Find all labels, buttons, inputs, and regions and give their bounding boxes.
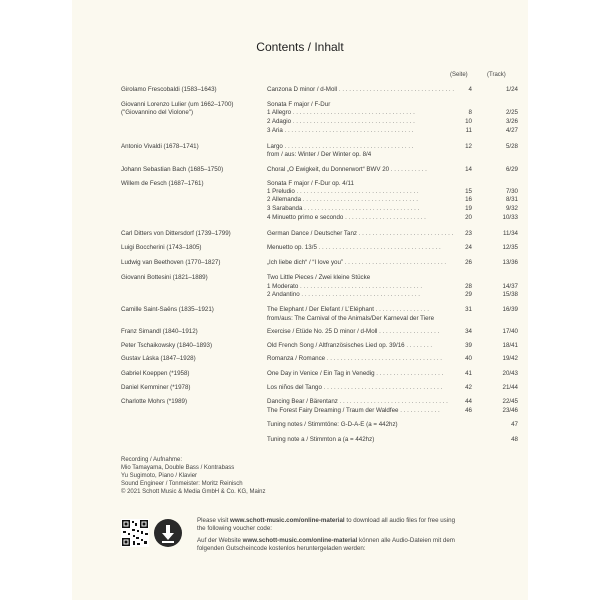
piece-title — [267, 407, 477, 415]
piece-title-text: The Elephant / Der Elefant / L’Eléphant — [267, 306, 374, 313]
piece-title-text: Los niños del Tango — [267, 384, 322, 391]
piece-title — [267, 86, 477, 94]
leader-dots: . . . . . . . . . . . . . . . . . . . . . . . . . . . . . . . . . . . — [299, 291, 421, 298]
piece-title — [267, 230, 477, 238]
leader-dots: . . . . . . . . . . . . . . . . . . — [377, 328, 440, 335]
piece-title — [267, 118, 477, 126]
track-number: 21/44 — [502, 384, 518, 391]
composer-name: Willem de Fesch (1687–1761) — [121, 180, 204, 187]
page-number: 23 — [465, 230, 472, 237]
leader-dots: . . . . . . . . . . . . . . . . . . . . . . . . . . . . . . . . . . . . . . — [282, 143, 414, 150]
page-number: 39 — [465, 342, 472, 349]
piece-title — [267, 384, 477, 392]
piece-title — [267, 291, 477, 299]
download-text-en-line2: the following voucher code: — [197, 525, 272, 532]
piece-title — [267, 205, 477, 213]
leader-dots: . . . . . . . . . . . . . . . . . . . . . . . . . . . . . . . . . . . — [321, 384, 443, 391]
track-number: 19/42 — [502, 355, 518, 362]
piece-title — [267, 109, 477, 117]
page-number: 40 — [465, 355, 472, 362]
track-number: 12/35 — [502, 244, 518, 251]
leader-dots: . . . . . . . . . . . . . . . . . . . . . . . . . . . . . . . . . . . . . . — [282, 127, 414, 134]
leader-dots: . . . . . . . . . . . . . . . . . . . . . . . . . . . . . . . . — [337, 398, 448, 405]
credits-line: Yu Sugimoto, Piano / Klavier — [121, 473, 198, 479]
piece-title-text: 4 Minuetto primo e secondo — [267, 214, 344, 221]
piece-title-text: 1 Allegro — [267, 109, 292, 116]
leader-dots: . . . . . . . . . . . . . . . . . . . . . . . . . . . . . . . . . . — [325, 355, 443, 362]
leader-dots: . . . . . . . . . . . — [389, 166, 427, 173]
piece-title — [267, 188, 477, 196]
piece-title-text: Largo — [267, 143, 283, 150]
track-number: 6/29 — [505, 166, 518, 173]
composer-name: Carl Ditters von Dittersdorf (1739–1799) — [121, 230, 231, 237]
page-number: 16 — [465, 196, 472, 203]
page-number: 8 — [468, 109, 472, 116]
download-text-de-suffix: können alle Audio-Dateien mit dem — [357, 537, 455, 544]
composer-name: Giovanni Bottesini (1821–1889) — [121, 274, 208, 281]
page-number: 46 — [465, 407, 472, 414]
track-number: 2/25 — [505, 109, 518, 116]
page-number: 11 — [465, 127, 472, 134]
leader-dots: . . . . . . . . . . . . — [398, 407, 440, 414]
piece-title-text: 3 Sarabanda — [267, 205, 303, 212]
piece-title — [267, 274, 477, 282]
piece-title-text: Tuning notes / Stimmtöne: G-D-A-E (a = 442hz) — [267, 421, 398, 428]
credits-line: Recording / Aufnahme: — [121, 457, 183, 463]
track-number: 14/37 — [502, 283, 518, 290]
track-number: 18/41 — [502, 342, 518, 349]
page-title: Contents / Inhalt — [256, 40, 344, 54]
leader-dots: . . . . . . . . . . . . . . . . . . . . . . . . . . . . . . . . . . . . — [294, 188, 419, 195]
leader-dots: . . . . . . . . . . . . . . . . . . . . . . . . . . . . . . . . . . . . — [291, 118, 415, 125]
piece-title — [267, 259, 477, 267]
piece-title — [267, 370, 477, 378]
piece-title — [267, 101, 477, 109]
composer-name: Peter Tschaikowsky (1840–1893) — [121, 342, 213, 349]
piece-title-text: „Ich liebe dich“ / “I love you” — [267, 259, 343, 266]
track-number: 17/40 — [502, 328, 518, 335]
composer-name: Gabriel Koeppen (*1958) — [121, 370, 190, 377]
track-number: 23/46 — [502, 407, 518, 414]
page-number: 12 — [465, 143, 472, 150]
download-link-de[interactable]: www.schott-music.com/online-material — [242, 537, 358, 544]
piece-title-text: 2 Allemanda — [267, 196, 302, 203]
track-number: 1/24 — [505, 86, 518, 93]
piece-title-text: Exercise / Etüde No. 25 D minor / d-Moll — [267, 328, 378, 335]
composer-name: Daniel Kemminer (*1978) — [121, 384, 191, 391]
leader-dots: . . . . . . . . . . . . . . . . . . . . . . . . . . . . . . . . . . . . — [316, 244, 441, 251]
leader-dots: . . . . . . . . . . . . . . . . . . . . . . . . . . . . . . . . . . — [301, 196, 418, 203]
composer-name: ("Giovannino del Violone") — [121, 109, 194, 116]
leader-dots: . . . . . . . . . . . . . . . . . . . . . . . . . . . . . . . . . . — [337, 86, 455, 93]
page-number: 19 — [465, 205, 472, 212]
piece-title — [267, 127, 477, 135]
track-number: 4/27 — [505, 127, 518, 134]
piece-title-text: Old French Song / Altfranzösisches Lied op. 39/16 — [267, 342, 405, 349]
piece-title-text: from / aus: Winter / Der Winter op. 8/4 — [267, 151, 372, 158]
piece-title-text: German Dance / Deutscher Tanz — [267, 230, 357, 237]
track-number: 10/33 — [502, 214, 518, 221]
piece-title — [267, 151, 477, 159]
leader-dots: . . . . . . . . . . . . . . . . — [373, 306, 429, 313]
page-number: 14 — [465, 166, 472, 173]
booklet-page — [72, 0, 528, 600]
composer-name: Girolamo Frescobaldi (1583–1643) — [121, 86, 217, 93]
piece-title-text: 1 Moderato — [267, 283, 299, 290]
track-number: 7/30 — [505, 188, 518, 195]
piece-title — [267, 143, 477, 151]
composer-name: Johann Sebastian Bach (1685–1750) — [121, 166, 224, 173]
page-number: 31 — [465, 306, 472, 313]
piece-title-text: Choral „O Ewigkeit, du Donnerwort“ BWV 20 — [267, 166, 390, 173]
leader-dots: . . . . . . . . . . . . . . . . . . . . — [374, 370, 444, 377]
piece-title-text: 1 Preludio — [267, 188, 295, 195]
track-number: 20/43 — [502, 370, 518, 377]
piece-title — [267, 355, 477, 363]
piece-title — [267, 196, 477, 204]
track-number: 3/26 — [505, 118, 518, 125]
download-text-en-prefix: Please visit — [197, 517, 231, 524]
composer-name: Luigi Boccherini (1743–1805) — [121, 244, 202, 251]
composer-name: Antonio Vivaldi (1678–1741) — [121, 143, 199, 150]
piece-title — [267, 398, 477, 406]
download-arrow-icon[interactable] — [154, 519, 182, 547]
piece-title — [267, 328, 477, 336]
piece-title-text: Romanza / Romance — [267, 355, 326, 362]
piece-title-text: Tuning note a / Stimmton a (a = 442hz) — [267, 436, 375, 443]
piece-title — [267, 436, 477, 444]
composer-name: Giovanni Lorenzo Lulier (um 1662–1700) — [121, 101, 234, 108]
track-number: 11/34 — [502, 230, 518, 237]
download-text-en-suffix: to download all audio files for free using — [344, 517, 456, 524]
credits-line: Mio Tamayama, Double Bass / Kontrabass — [121, 465, 235, 471]
piece-title — [267, 315, 477, 323]
piece-title — [267, 306, 477, 314]
download-text-de-prefix: Auf der Website — [197, 537, 243, 544]
piece-title-text: One Day in Venice / Ein Tag in Venedig — [267, 370, 375, 377]
composer-name: Camille Saint-Saëns (1835–1921) — [121, 306, 214, 313]
piece-title-text: Two Little Pieces / Zwei kleine Stücke — [267, 274, 371, 281]
column-header-page: (Seite) — [450, 72, 468, 78]
qr-code-icon[interactable] — [121, 519, 149, 547]
piece-title-text: Canzona D minor / d-Moll — [267, 86, 338, 93]
piece-title-text: 2 Adagio — [267, 118, 292, 125]
leader-dots: . . . . . . . . . . . . . . . . . . . . . . . . . . . . . . . . . . — [302, 205, 420, 212]
leader-dots: . . . . . . . . . . . . . . . . . . . . . . . . . . . . . . . . . . . . — [291, 109, 415, 116]
page-number: 15 — [465, 188, 472, 195]
track-number: 48 — [511, 436, 518, 443]
page-number: 41 — [465, 370, 472, 377]
page-number: 10 — [465, 118, 472, 125]
page-number: 44 — [465, 398, 472, 405]
download-text-de — [197, 537, 497, 553]
track-number: 5/28 — [505, 143, 518, 150]
piece-title — [267, 166, 477, 174]
download-link-en[interactable]: www.schott-music.com/online-material — [230, 517, 345, 524]
page-number: 20 — [465, 214, 472, 221]
page-number: 4 — [468, 86, 472, 93]
leader-dots: . . . . . . . . . . . . . . . . . . . . . . . . . . . . . . — [343, 259, 447, 266]
page-number: 26 — [465, 259, 472, 266]
leader-dots: . . . . . . . . . . . . . . . . . . . . . . . . — [343, 214, 426, 221]
piece-title-text: Dancing Bear / Bärentanz — [267, 398, 338, 405]
leader-dots: . . . . . . . . — [404, 342, 433, 349]
composer-name: Gustav Láska (1847–1928) — [121, 355, 196, 362]
piece-title — [267, 421, 477, 429]
leader-dots: . . . . . . . . . . . . . . . . . . . . . . . . . . . . . . . . . . . . — [298, 283, 423, 290]
recording-credits — [121, 456, 265, 496]
leader-dots: . . . . . . . . . . . . . . . . . . . . . . . . . . . . — [357, 230, 454, 237]
piece-title-text: from/aus: The Carnival of the Animals/Der Karneval der Tiere — [267, 315, 435, 322]
track-number: 13/36 — [502, 259, 518, 266]
page-number: 34 — [465, 328, 472, 335]
credits-line: © 2021 Schott Music & Media GmbH & Co. KG, Mainz — [121, 489, 266, 495]
composer-name: Ludwig van Beethoven (1770–1827) — [121, 259, 221, 266]
composer-name: Charlotte Mohrs (*1989) — [121, 398, 188, 405]
piece-title — [267, 244, 477, 252]
piece-title — [267, 180, 477, 188]
piece-title-text: Sonata F major / F-Dur op. 4/11 — [267, 180, 354, 187]
piece-title-text: Menuetto op. 13/5 — [267, 244, 317, 251]
page-number: 42 — [465, 384, 472, 391]
credits-line: Sound Engineer / Tonmeister: Moritz Reinisch — [121, 481, 243, 487]
composer-name: Franz Simandl (1840–1912) — [121, 328, 198, 335]
track-number: 15/38 — [502, 291, 518, 298]
track-number: 22/45 — [502, 398, 518, 405]
download-text-de-line2: folgenden Gutscheincode kostenlos heruntergeladen werden: — [197, 545, 366, 552]
page-number: 28 — [465, 283, 472, 290]
piece-title-text: The Forest Fairy Dreaming / Traum der Waldfee — [267, 407, 399, 414]
piece-title — [267, 283, 477, 291]
track-number: 8/31 — [505, 196, 518, 203]
column-header-track: (Track) — [487, 72, 506, 78]
page-number: 29 — [465, 291, 472, 298]
page-number: 24 — [465, 244, 472, 251]
piece-title-text: 2 Andantino — [267, 291, 300, 298]
piece-title — [267, 342, 477, 350]
piece-title-text: 3 Aria — [267, 127, 283, 134]
track-number: 16/39 — [502, 306, 518, 313]
piece-title-text: Sonata F major / F-Dur — [267, 101, 331, 108]
piece-title — [267, 214, 477, 222]
download-text-en — [197, 517, 497, 533]
track-number: 47 — [511, 421, 518, 428]
track-number: 9/32 — [505, 205, 518, 212]
